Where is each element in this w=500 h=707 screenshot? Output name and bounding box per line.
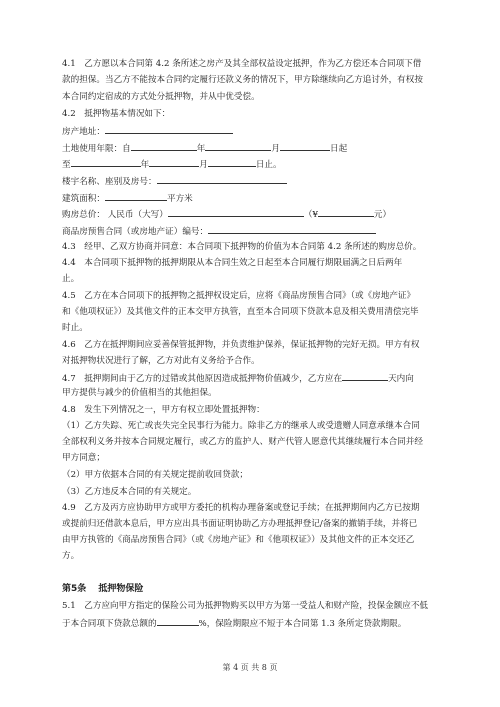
- price-label: 购房总价： 人民币（大写）: [62, 210, 168, 220]
- to-year-blank[interactable]: [71, 157, 141, 167]
- clause-4-2: 4.2 抵押物基本情况如下：: [62, 109, 171, 119]
- clause-4-8-1-line-1: （1）乙方失踪、死亡或丧失完全民事行为能力。除非乙方的继承人或受遗赠人同意承继本合同: [62, 421, 420, 431]
- clause-4-4-line-2: 止。: [62, 274, 80, 284]
- from-month-blank[interactable]: [205, 141, 271, 151]
- price-symbol: （¥: [303, 210, 318, 220]
- clause-4-4-line-1: 4.4 本合同项下抵押物的抵押期限从本合同生效之日起至本合同履行期限届满之日后两年: [62, 258, 403, 268]
- building-blank[interactable]: [157, 174, 287, 184]
- clause-4-1-line-1: 4.1 乙方愿以本合同第 4.2 条所述之房产及其全部权益设定抵押，作为乙方偿还本合同项下借: [62, 59, 422, 69]
- clause-5-1-line-1: 5.1 乙方应向甲方指定的保险公司为抵押物购买以甲方为第一受益人和财产险，投保金额应不低: [62, 601, 429, 611]
- to-day-blank[interactable]: [208, 157, 256, 167]
- from-day-blank[interactable]: [280, 141, 330, 151]
- clause-4-9-line-4: 方。: [62, 551, 80, 561]
- land-term-from-row: [62, 141, 440, 155]
- address-row: [62, 124, 440, 138]
- clause-4-7-days-label: 天内向: [388, 374, 414, 384]
- article-5-heading: 第5条 抵押物保险: [62, 584, 144, 594]
- clause-4-6-line-1: 4.6 乙方在抵押期间应妥善保管抵押物，并负责维护保养，保证抵押物的完好无损。甲方有权: [62, 340, 420, 350]
- month-label: 月: [199, 160, 208, 170]
- year-label: 年: [196, 144, 206, 154]
- cert-blank[interactable]: [208, 224, 376, 234]
- building-label: 楼宇名称、座别及房号：: [62, 177, 157, 187]
- price-number-blank[interactable]: [318, 207, 374, 217]
- year-label: 年: [140, 160, 150, 170]
- price-unit: 元）: [373, 210, 392, 220]
- cert-row: [62, 224, 440, 238]
- to-month-blank[interactable]: [149, 157, 199, 167]
- area-label: 建筑面积：: [62, 194, 105, 204]
- page-footer: 第 4 页 共 8 页: [222, 663, 278, 672]
- clause-4-5-line-2: 和《他项权证》）及其他文件的正本交甲方执管，直至本合同项下贷款本息及相关费用清偿完毕: [62, 307, 419, 317]
- clause-5-1-line-2: [62, 616, 440, 630]
- clause-4-1-line-3: 本合同约定宿成的方式处分抵押物，并从中优受偿。: [62, 92, 260, 102]
- day-to-label: 日止。: [255, 160, 282, 170]
- price-words-blank[interactable]: [168, 207, 304, 217]
- clause-4-8-1-line-2: 全部权利义务并按本合同规定履行，或乙方的监护人、财产代管人愿意代其继续履行本合同并经: [62, 437, 423, 447]
- area-blank[interactable]: [105, 191, 167, 201]
- clause-4-7-text: 4.7 抵押期间由于乙方的过错或其他原因造成抵押物价值减少，乙方应在: [62, 374, 343, 384]
- clause-4-3: 4.3 经甲、乙双方协商并同意：本合同项下抵押物的价值为本合同第 4.2 条所述的购房总价。: [62, 242, 422, 252]
- clause-4-9-line-1: 4.9 乙方及丙方应协助甲方或甲方委托的机构办理备案或登记手续；在抵押期间内乙方已按期: [62, 503, 420, 513]
- clause-4-8-2: （2）甲方依据本合同的有关规定提前收回贷款；: [62, 470, 248, 480]
- days-blank[interactable]: [342, 371, 388, 381]
- clause-4-7-line-1: [62, 371, 440, 385]
- clause-4-9-line-2: 或提前归还借款本息后，甲方应出具书面证明协助乙方办理抵押登记/备案的撤销手续，并将已: [62, 519, 418, 529]
- day-from-label: 日起: [329, 144, 348, 154]
- clause-4-5-line-1: 4.5 乙方在本合同项下的抵押物之抵押权设定后，应将《商品房预售合同》（或《房地产证》: [62, 291, 416, 301]
- land-term-label: 土地使用年限：自: [62, 144, 131, 154]
- clause-4-7-line-2: 甲方提供与减少的价值相当的其他担保。: [62, 388, 217, 398]
- address-blank[interactable]: [105, 124, 233, 134]
- month-label: 月: [271, 144, 280, 154]
- clause-4-8-1-line-3: 甲方同意；: [62, 453, 105, 463]
- cert-label: 商品房预售合同（或房地产证）编号：: [62, 227, 209, 237]
- clause-5-1-text: 于本合同项下贷款总额的: [62, 619, 157, 629]
- clause-4-1-line-2: 款的担保。当乙方不能按本合同约定履行还款义务的情况下，甲方除继续向乙方追讨外，有权按: [62, 75, 423, 85]
- clause-4-8: 4.8 发生下列情况之一，甲方有权立即处置抵押物：: [62, 405, 265, 415]
- from-year-blank[interactable]: [131, 141, 197, 151]
- building-row: [62, 174, 440, 188]
- clause-4-8-3: （3）乙方违反本合同的有关规定。: [62, 487, 197, 497]
- land-term-to-row: [62, 157, 440, 171]
- clause-5-1-text-end: %，保险期限应不短于本合同第 1.3 条所定贷款期限。: [198, 619, 407, 629]
- price-row: [62, 207, 440, 221]
- address-label: 房产地址：: [62, 127, 105, 137]
- clause-4-9-line-3: 由甲方执管的《商品房预售合同》（或《房地产证》和《他项权证》）及其他文件的正本交还乙: [62, 535, 415, 545]
- clause-4-6-line-2: 对抵押物状况进行了解，乙方对此有义务给予合作。: [62, 356, 260, 366]
- area-row: [62, 191, 440, 205]
- percent-blank[interactable]: [157, 616, 199, 626]
- to-label: 至: [62, 160, 71, 170]
- sqm-label: 平方米: [166, 194, 193, 204]
- clause-4-5-line-3: 时止。: [62, 323, 88, 333]
